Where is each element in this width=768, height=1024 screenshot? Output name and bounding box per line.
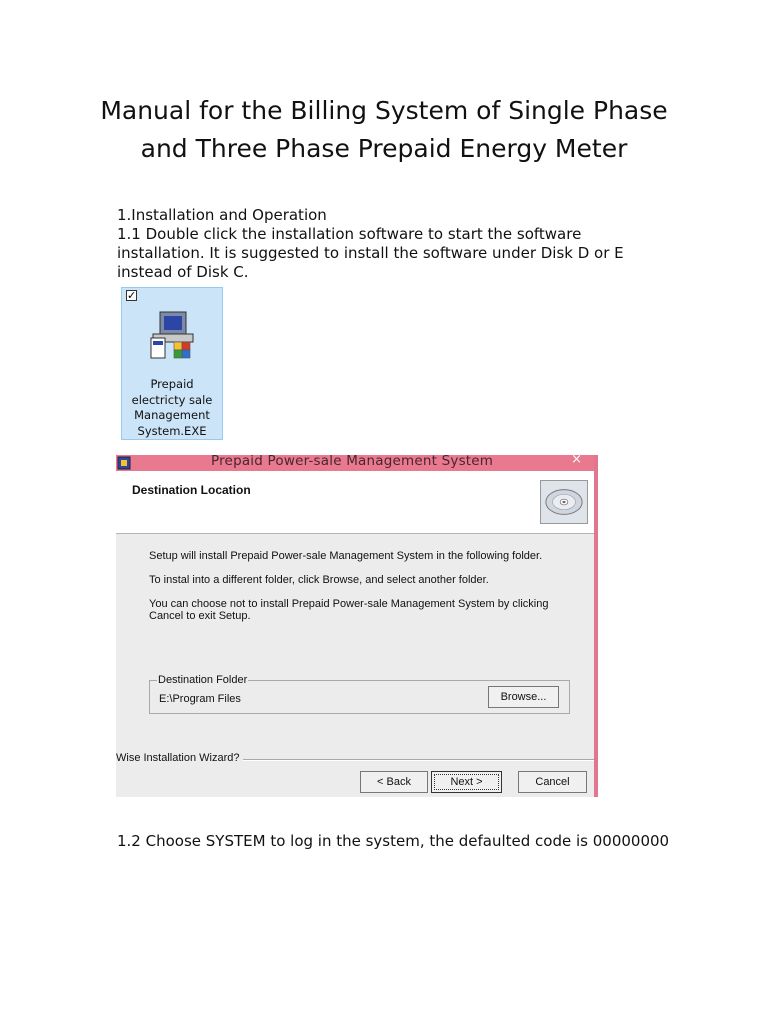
title-bar[interactable] — [116, 455, 594, 471]
icon-label-line-4: System.EXE — [137, 423, 207, 438]
close-icon[interactable]: × — [571, 455, 582, 467]
section-1-text — [117, 206, 637, 282]
destination-folder-legend: Destination Folder — [158, 674, 248, 686]
cd-disc-icon — [540, 480, 588, 524]
installer-computer-icon — [148, 308, 198, 360]
browse-info-text: To instal into a different folder, click Browse, and select another folder. — [149, 574, 489, 586]
section-1-2-text: 1.2 Choose SYSTEM to log in the system, the defaulted code is 00000000 — [117, 832, 670, 850]
installer-desktop-icon[interactable] — [121, 287, 223, 440]
section-1-1-line-1: 1.1 Double click the installation software to start the software — [117, 225, 582, 243]
next-button[interactable]: Next > — [431, 771, 502, 793]
section-1-1-line-2: installation. It is suggested to install the software under Disk D or E — [117, 244, 624, 262]
icon-label — [122, 377, 222, 439]
icon-label-line-3: Management — [134, 408, 210, 422]
destination-path: E:\Program Files — [159, 693, 241, 705]
selection-checkbox[interactable]: ✓ — [127, 289, 137, 302]
wizard-label: Wise Installation Wizard? — [116, 752, 243, 764]
title-line-1: Manual for the Billing System of Single Phase — [100, 96, 668, 125]
page-title: Destination Location — [132, 483, 251, 497]
icon-label-line-2: electricty sale — [131, 392, 213, 407]
title-line-2: and Three Phase Prepaid Energy Meter — [140, 134, 628, 163]
app-icon — [117, 456, 131, 470]
cancel-button[interactable]: Cancel — [518, 771, 587, 793]
section-1-heading: 1.Installation and Operation — [117, 206, 327, 224]
window-title: Prepaid Power-sale Management System — [211, 455, 494, 469]
header-panel — [116, 471, 594, 534]
document-title — [0, 92, 768, 168]
back-button[interactable]: < Back — [360, 771, 428, 793]
installer-dialog — [116, 455, 598, 797]
cancel-info-text: You can choose not to install Prepaid Power-sale Management System by clicking Cancel to exit Setup. — [149, 598, 549, 622]
icon-label-line-1: Prepaid — [150, 377, 194, 391]
setup-info-text: Setup will install Prepaid Power-sale Management System in the following folder. — [149, 550, 543, 562]
section-1-1-line-3: instead of Disk C. — [117, 263, 249, 281]
browse-button[interactable]: Browse... — [488, 686, 559, 708]
